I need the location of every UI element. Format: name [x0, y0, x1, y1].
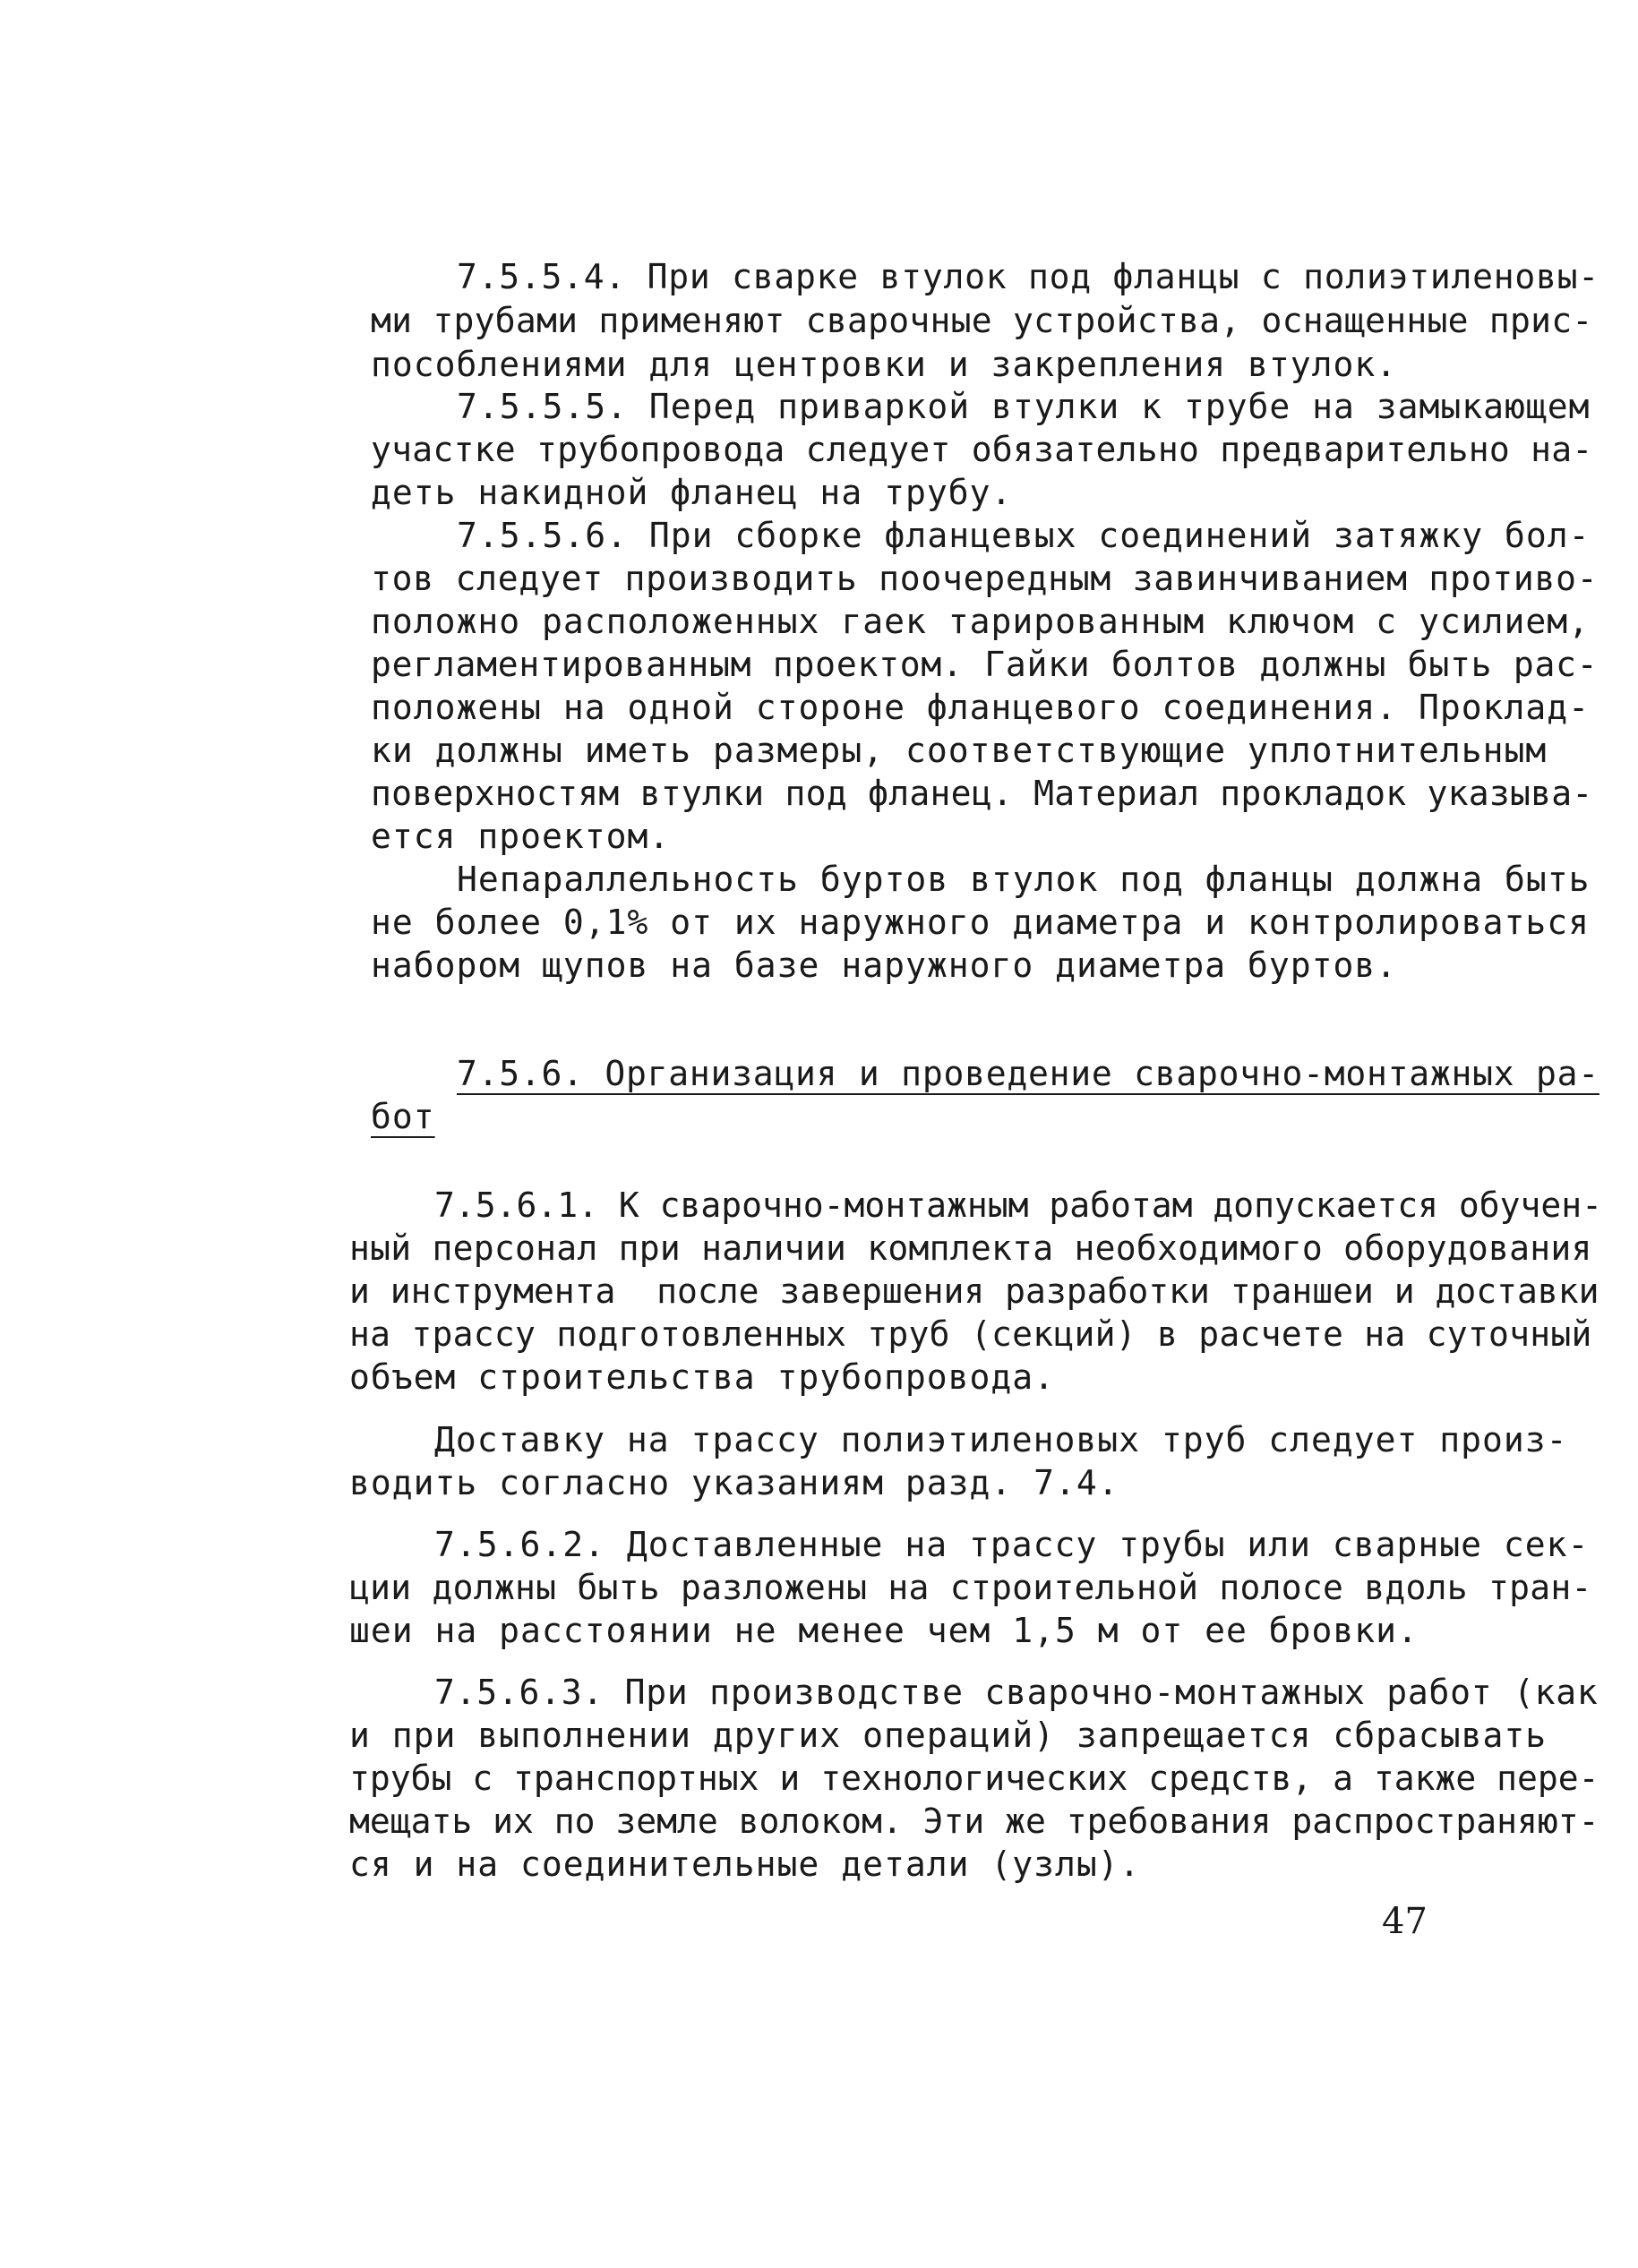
- text-line: мещать их по земле волоком. Эти же требования распространяют-: [349, 1802, 1599, 1841]
- text-line: не более 0,1% от их наружного диаметра и контролироваться: [371, 903, 1591, 942]
- text-line: 7.5.6.3. При производстве сварочно-монтажных работ (как: [434, 1673, 1599, 1712]
- text-line: 7.5.5.5. Перед приваркой втулки к трубе на замыкающем: [457, 387, 1591, 426]
- text-line: 7.5.5.4. При сварке втулок под фланцы с полиэтиленовы-: [457, 257, 1599, 296]
- text-line: 7.5.5.6. При сборке фланцевых соединений затяжку бол-: [457, 516, 1591, 555]
- text-line: ми трубами применяют сварочные устройства, оснащенные прис-: [371, 301, 1593, 340]
- text-line: на трассу подготовленных труб (секций) в расчете на суточный: [349, 1314, 1592, 1354]
- text-line: деть накидной фланец на трубу.: [371, 473, 1013, 512]
- text-line: ся и на соединительные детали (узлы).: [349, 1844, 1141, 1884]
- text-line: шеи на расстоянии не менее чем 1,5 м от ее бровки.: [349, 1611, 1419, 1650]
- text-line: положно расположенных гаек тарированным ключом с усилием,: [371, 602, 1591, 641]
- text-line: набором щупов на базе наружного диаметра буртов.: [371, 946, 1398, 985]
- page-number: 47: [1382, 1901, 1428, 1942]
- text-line: и инструмента после завершения разработки траншеи и доставки: [349, 1271, 1599, 1311]
- text-line: тов следует производить поочередным завинчиванием противо-: [371, 559, 1599, 598]
- text-line: пособлениями для центровки и закрепления втулок.: [371, 345, 1398, 384]
- text-line: водить согласно указаниям разд. 7.4.: [349, 1463, 1119, 1502]
- text-line: 7.5.6.1. К сварочно-монтажным работам допускается обучен-: [434, 1185, 1603, 1225]
- text-line: участке трубопровода следует обязательно предварительно на-: [371, 430, 1593, 469]
- text-line: ции должны быть разложены на строительной полосе вдоль тран-: [349, 1568, 1592, 1607]
- text-line: 7.5.6.2. Доставленные на трассу трубы или сварные сек-: [434, 1525, 1590, 1564]
- text-line: объем строительства трубопровода.: [349, 1357, 1055, 1397]
- text-line: регламентированным проектом. Гайки болтов должны быть рас-: [371, 645, 1599, 684]
- text-line: Непараллельность буртов втулок под фланцы должна быть: [457, 860, 1591, 899]
- text-line: ется проектом.: [371, 817, 671, 856]
- text-line: положены на одной стороне фланцевого соединения. Проклад-: [371, 688, 1591, 727]
- text-line: и при выполнении других операций) запрещается сбрасывать: [349, 1716, 1548, 1755]
- section-heading-line: 7.5.6. Организация и проведение сварочно-монтажных ра-: [457, 1054, 1599, 1093]
- text-line: поверхностям втулки под фланец. Материал прокладок указыва-: [371, 774, 1593, 813]
- section-heading-line: бот: [371, 1097, 435, 1136]
- text-line: ный персонал при наличии комплекта необходимого оборудования: [349, 1228, 1592, 1268]
- text-line: Доставку на трассу полиэтиленовых труб следует произ-: [434, 1420, 1568, 1459]
- text-line: ки должны иметь размеры, соответствующие уплотнительным: [371, 731, 1548, 770]
- text-line: трубы с транспортных и технологических средств, а также пере-: [349, 1759, 1599, 1798]
